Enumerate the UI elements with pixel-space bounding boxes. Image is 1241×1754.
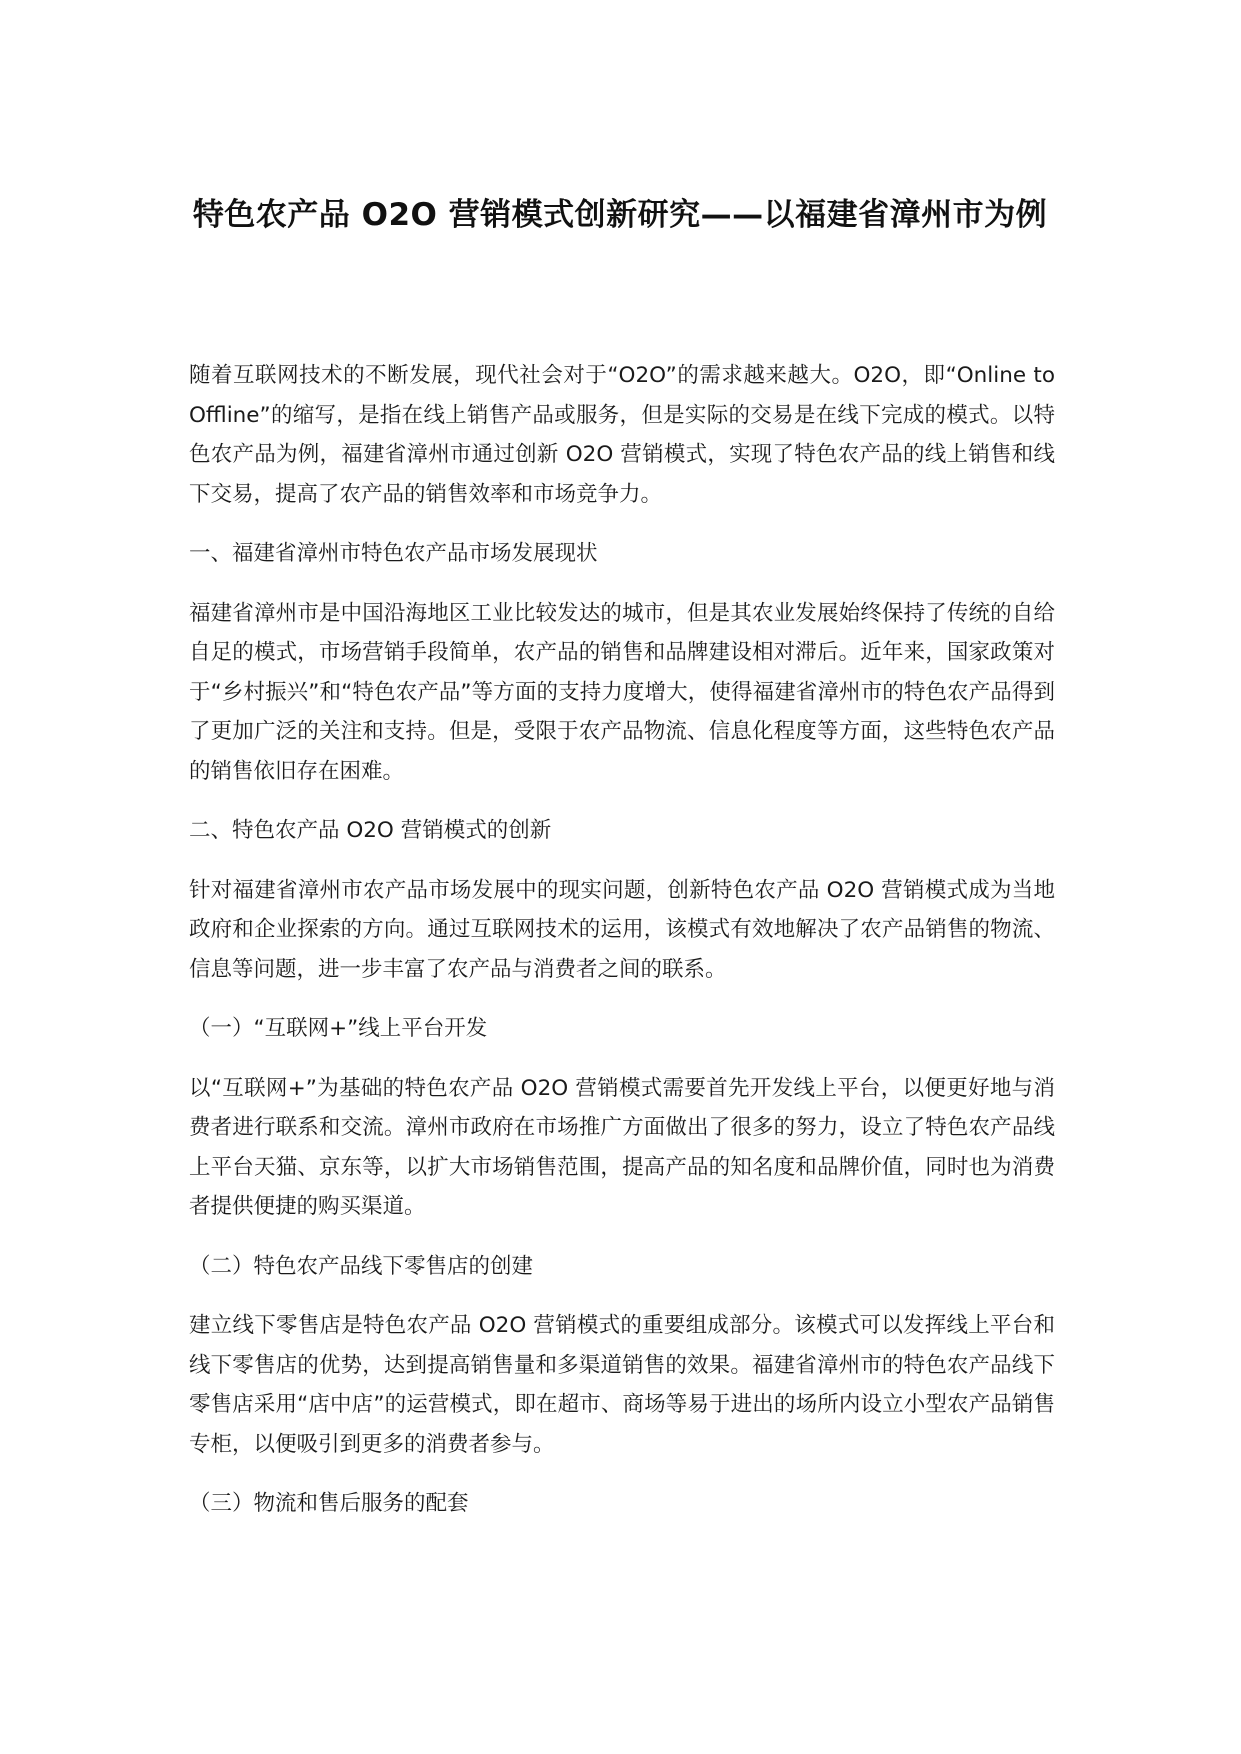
paragraph-market-status: 福建省漳州市是中国沿海地区工业比较发达的城市，但是其农业发展始终保持了传统的自给自足的模式，市场营销手段简单，农产品的销售和品牌建设相对滞后。近年来，国家政策对于“乡村振兴”和“特色农产品”等方面的支持力度增大，使得福建省漳州市的特色农产品得到了更加广泛的关注和支持。但是，受限于农产品物流、信息化程度等方面，这些特色农产品的销售依旧存在困难。 (189, 600, 1055, 784)
paragraph-innovation: 针对福建省漳州市农产品市场发展中的现实问题，创新特色农产品 O2O 营销模式成为当地政府和企业探索的方向。通过互联网技术的运用，该模式有效地解决了农产品销售的物流、信息等问题，进一步丰富了农产品与消费者之间的联系。 (189, 877, 1055, 982)
paragraph-intro: 随着互联网技术的不断发展，现代社会对于“O2O”的需求越来越大。O2O，即“Online to Offline”的缩写，是指在线上销售产品或服务，但是实际的交易是在线下完成的模式。以特色农产品为例，福建省漳州市通过创新 O2O 营销模式，实现了特色农产品的线上销售和线下交易，提高了农产品的销售效率和市场竞争力。 (189, 363, 1055, 507)
document-body (189, 356, 1055, 1544)
document-title: 特色农产品 O2O 营销模式创新研究——以福建省漳州市为例 (192, 197, 1048, 233)
section-heading-1: 一、福建省漳州市特色农产品市场发展现状 (189, 541, 598, 566)
subsection-heading-1: （一）“互联网+”线上平台开发 (189, 1016, 488, 1041)
paragraph-offline-stores: 建立线下零售店是特色农产品 O2O 营销模式的重要组成部分。该模式可以发挥线上平台和线下零售店的优势，达到提高销售量和多渠道销售的效果。福建省漳州市的特色农产品线下零售店采用“店中店”的运营模式，即在超市、商场等易于进出的场所内设立小型农产品销售专柜，以便吸引到更多的消费者参与。 (189, 1313, 1055, 1457)
section-heading-2: 二、特色农产品 O2O 营销模式的创新 (189, 818, 552, 843)
subsection-heading-2: （二）特色农产品线下零售店的创建 (189, 1253, 534, 1279)
paragraph-online-platform: 以“互联网+”为基础的特色农产品 O2O 营销模式需要首先开发线上平台，以便更好地与消费者进行联系和交流。漳州市政府在市场推广方面做出了很多的努力，设立了特色农产品线上平台天猫、京东等，以扩大市场销售范围，提高产品的知名度和品牌价值，同时也为消费者提供便捷的购买渠道。 (189, 1075, 1055, 1219)
subsection-heading-3: （三）物流和售后服务的配套 (189, 1491, 469, 1516)
